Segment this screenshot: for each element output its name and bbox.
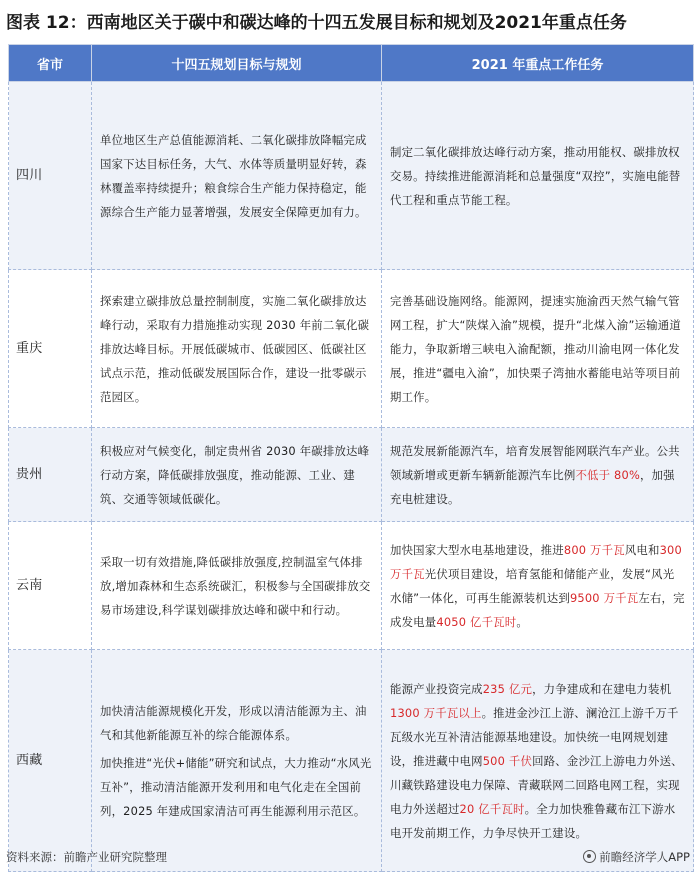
plan-cell: 采取一切有效措施,降低碳排放强度,控制温室气体排放,增加森林和生态系统碳汇，积极参与全国碳排放交易市场建设,科学谋划碳排放达峰和碳中和行动。 xyxy=(92,522,382,650)
province-cell: 四川 xyxy=(9,82,92,270)
table-row xyxy=(9,428,694,522)
task-text: 。 xyxy=(516,614,528,629)
plan-paragraph: 加快清洁能源规模化开发，形成以清洁能源为主、油气和其他新能源互补的综合能源体系。 xyxy=(100,703,367,742)
province-cell: 西藏 xyxy=(9,650,92,872)
task-cell xyxy=(382,82,694,270)
plan-paragraph: 加快推进“光伏+储能”研究和试点，大力推动“水风光互补”，推动清洁能源开发利用和电气化走在全国前列，2025 年建成国家清洁可再生能源利用示范区。 xyxy=(100,755,372,818)
plan-cell: 单位地区生产总值能源消耗、二氧化碳排放降幅完成国家下达目标任务，大气、水体等质量明显好转，森林覆盖率持续提升；粮食综合生产能力保持稳定，能源综合生产能力显著增强，发展安全保障更加有力。 xyxy=(92,82,382,270)
brand-mark xyxy=(583,849,690,865)
task-text: 光伏项目建设，培育氢能和储能产业，发展“风光水储”一体化，可再生能源装机达到 xyxy=(390,566,675,605)
task-text: 。全力加快雅鲁藏布江下游水电开发前期工作，力争尽快开工建设。 xyxy=(390,801,676,840)
table-row xyxy=(9,650,694,872)
policy-table xyxy=(8,44,694,872)
brand-label: 前瞻经济学人APP xyxy=(599,850,690,864)
header-task: 2021 年重点工作任务 xyxy=(382,45,694,82)
highlight-value: 4050 亿千瓦时 xyxy=(436,614,517,629)
task-text: ，力争建成和在建电力装机 xyxy=(532,681,672,696)
task-text: 完善基础设施网络。能源网，提速实施渝西天然气输气管网工程，扩大“陕煤入渝”规模，提升“北煤入渝”运输通道能力，争取新增三峡电入渝配额，推动川渝电网一体化发展，推进“疆电入渝”，加快栗子湾抽水蓄能电站等项目前期工作。 xyxy=(390,293,681,404)
header-plan: 十四五规划目标与规划 xyxy=(92,45,382,82)
highlight-value: 1300 万千瓦以上 xyxy=(390,705,482,720)
plan-cell: 积极应对气候变化，制定贵州省 2030 年碳排放达峰行动方案，降低碳排放强度，推动能源、工业、建筑、交通等领域低碳化。 xyxy=(92,428,382,522)
highlight-value: 300 万千瓦 xyxy=(390,542,682,581)
highlight-value: 500 千伏 xyxy=(482,753,533,768)
highlight-value: 800 万千瓦 xyxy=(563,542,625,557)
province-cell: 云南 xyxy=(9,522,92,650)
task-text: 左右，完成发电量 xyxy=(390,590,685,629)
table-row xyxy=(9,522,694,650)
header-province: 省市 xyxy=(9,45,92,82)
province-cell: 贵州 xyxy=(9,428,92,522)
qianzhan-logo-icon xyxy=(583,850,596,863)
task-text: ，加强充电桩建设。 xyxy=(390,467,675,506)
plan-cell: 探索建立碳排放总量控制制度，实施二氧化碳排放达峰行动，采取有力措施推动实现 2030 年前二氧化碳排放达峰目标。开展低碳城市、低碳园区、低碳社区试点示范，推动低碳发展国际合作，建设一批零碳示范园区。 xyxy=(92,270,382,428)
task-text: 制定二氧化碳排放达峰行动方案，推动用能权、碳排放权交易。持续推进能源消耗和总量强度“双控”，实施电能替代工程和重点节能工程。 xyxy=(390,144,681,207)
task-text: 加快国家大型水电基地建设，推进 xyxy=(390,542,564,557)
task-text: 。推进金沙江上游、澜沧江上游千万千瓦级水光互补清洁能源基地建设。加快统一电网规划建设，推进藏中电网 xyxy=(390,705,679,768)
page-title: 图表 12：西南地区关于碳中和碳达峰的十四五发展目标和规划及2021年重点任务 xyxy=(6,13,627,33)
task-text: 风电和 xyxy=(624,542,660,557)
table-row xyxy=(9,270,694,428)
source-note: 资料来源：前瞻产业研究院整理 xyxy=(6,850,167,864)
province-cell: 重庆 xyxy=(9,270,92,428)
table-header-row xyxy=(9,45,694,82)
task-cell xyxy=(382,522,694,650)
highlight-value: 235 亿元 xyxy=(482,681,533,696)
plan-cell xyxy=(92,650,382,872)
highlight-value: 20 亿千瓦时 xyxy=(459,801,525,816)
task-cell xyxy=(382,650,694,872)
task-text: 能源产业投资完成 xyxy=(390,681,483,696)
highlight-value: 不低于 80% xyxy=(575,467,640,482)
table-row xyxy=(9,82,694,270)
highlight-value: 9500 万千瓦 xyxy=(569,590,639,605)
task-cell xyxy=(382,270,694,428)
task-text: 回路、金沙江上游电力外送、川藏铁路建设电力保障、青藏联网二回路电网工程，实现电力外送超过 xyxy=(390,753,683,816)
task-cell xyxy=(382,428,694,522)
task-text: 规范发展新能源汽车，培育发展智能网联汽车产业。公共领域新增或更新车辆新能源汽车比例 xyxy=(390,443,680,482)
